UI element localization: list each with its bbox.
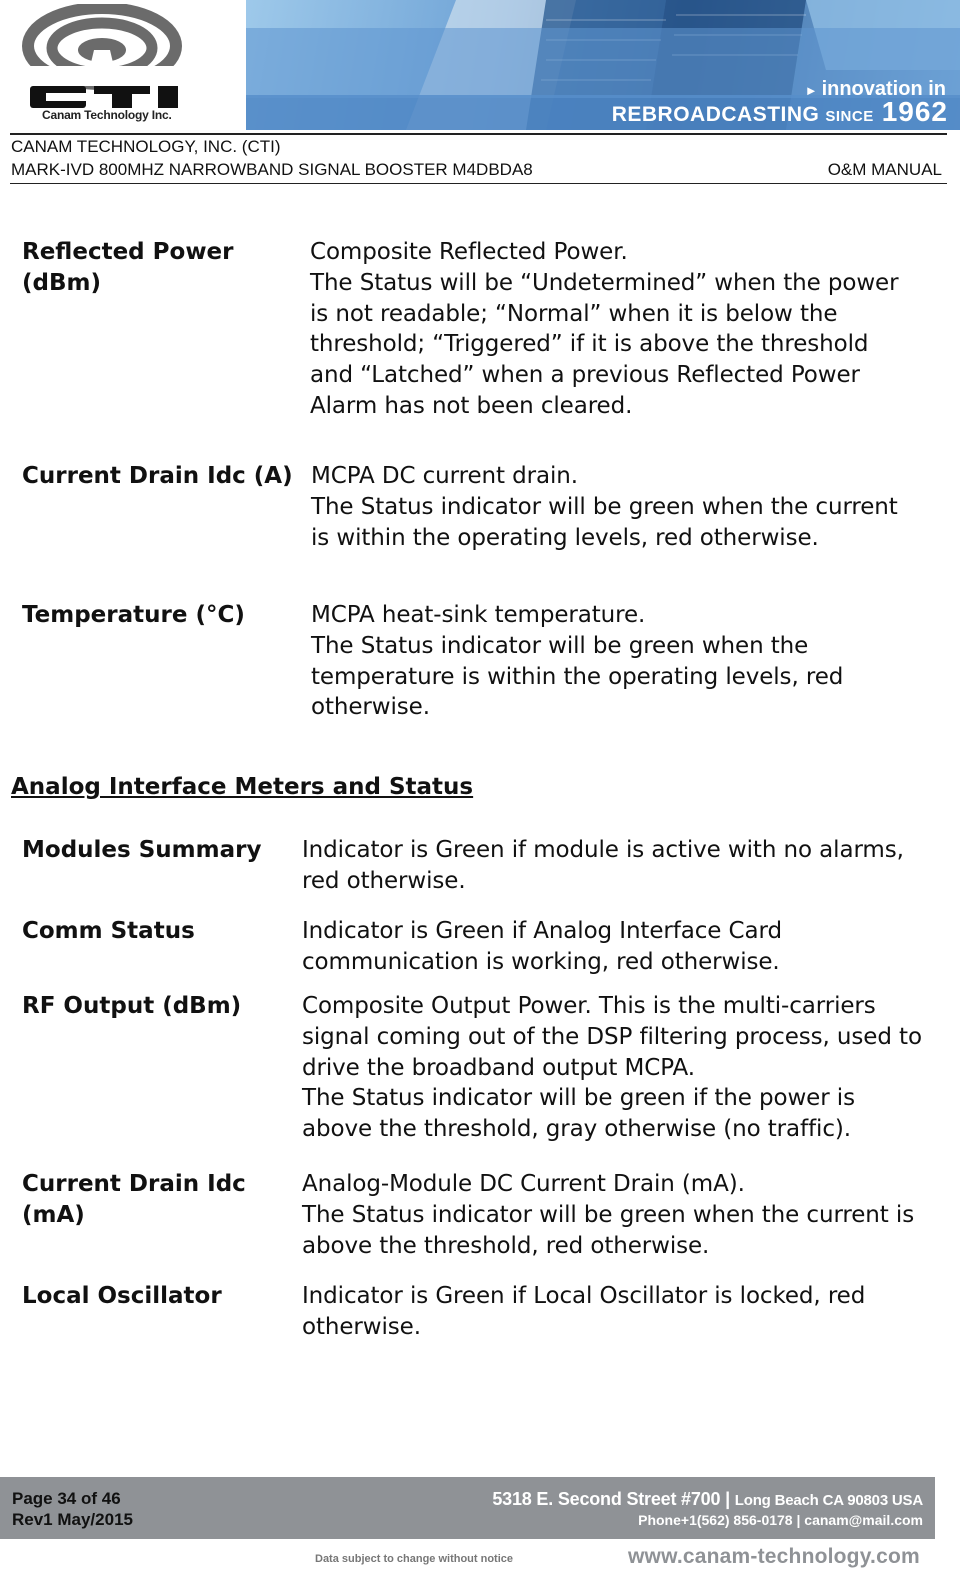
definition-current-drain-ma: Analog-Module DC Current Drain (mA). The Status indicator will be green when the current is above the threshold, red otherwise. xyxy=(302,1171,915,1259)
header-rule-bottom xyxy=(10,183,947,184)
product-title: MARK-IVD 800MHZ NARROWBAND SIGNAL BOOSTER M4DBDA8 xyxy=(11,160,533,179)
term-current-drain-a: Current Drain Idc (A) xyxy=(22,463,293,489)
definition-current-drain-a: MCPA DC current drain. The Status indicator will be green when the current is within the operating levels, red otherwise. xyxy=(311,463,898,551)
term-comm-status: Comm Status xyxy=(22,918,195,944)
tagline-main: REBROADCASTING xyxy=(611,103,820,126)
page-header xyxy=(0,0,960,132)
definition-modules-summary: Indicator is Green if module is active with no alarms, red otherwise. xyxy=(302,837,904,894)
phone: Phone+1(562) 856-0178 xyxy=(638,1512,793,1528)
tagline-prefix: ► innovation in xyxy=(804,78,946,100)
cti-logo xyxy=(12,4,232,128)
definition-rf-output: Composite Output Power. This is the multi-carriers signal coming out of the DSP filtering process, used to drive the broadband output MCPA. The Status indicator will be green if the power is above the threshold, gray otherwise (no traffic). xyxy=(302,993,922,1143)
term-modules-summary: Modules Summary xyxy=(22,837,262,863)
header-rule-top xyxy=(10,133,947,135)
term-local-oscillator: Local Oscillator xyxy=(22,1283,222,1309)
term-rf-output: RF Output (dBm) xyxy=(22,993,242,1019)
document-type: O&M MANUAL xyxy=(827,160,942,179)
term-reflected-power: Reflected Power (dBm) xyxy=(22,239,234,296)
header-banner xyxy=(246,0,960,130)
definition-temperature: MCPA heat-sink temperature. The Status indicator will be green when the temperature is within the operating levels, red otherwise. xyxy=(311,602,844,721)
term-temperature: Temperature (°C) xyxy=(22,602,245,628)
company-name: CANAM TECHNOLOGY, INC. (CTI) xyxy=(11,137,281,156)
email: canam@mail.com xyxy=(804,1512,923,1528)
revision: Rev1 May/2015 xyxy=(12,1510,133,1529)
tagline-since: SINCE xyxy=(825,108,874,125)
disclaimer: Data subject to change without notice xyxy=(315,1553,514,1565)
website-link[interactable]: www.canam-technology.com xyxy=(628,1545,920,1568)
tagline xyxy=(612,96,948,128)
page-info xyxy=(12,1488,133,1530)
logo-caption: Canam Technology Inc. xyxy=(42,108,172,122)
company-address: 5318 E. Second Street #700 | Long Beach CA 90803 USA Phone+1(562) 856-0178 | canam@mail.com xyxy=(492,1489,923,1528)
definition-reflected-power: Composite Reflected Power. The Status will be “Undetermined” when the power is not readable; “Normal” when it is below the threshold; “Triggered” if it is above the threshold and “Latched” when a previous Reflected Power Alarm has not been cleared. xyxy=(310,239,899,419)
definition-local-oscillator: Indicator is Green if Local Oscillator is locked, red otherwise. xyxy=(302,1283,866,1340)
address-street: 5318 E. Second Street #700 xyxy=(492,1489,721,1509)
tagline-year: 1962 xyxy=(881,96,948,127)
definition-comm-status: Indicator is Green if Analog Interface Card communication is working, red otherwise. xyxy=(302,918,782,975)
section-heading: Analog Interface Meters and Status xyxy=(11,774,474,800)
address-city: Long Beach CA 90803 USA xyxy=(734,1492,923,1509)
page-number: Page 34 of 46 xyxy=(12,1489,121,1508)
term-current-drain-ma: Current Drain Idc (mA) xyxy=(22,1171,246,1228)
page-footer xyxy=(0,1477,935,1539)
